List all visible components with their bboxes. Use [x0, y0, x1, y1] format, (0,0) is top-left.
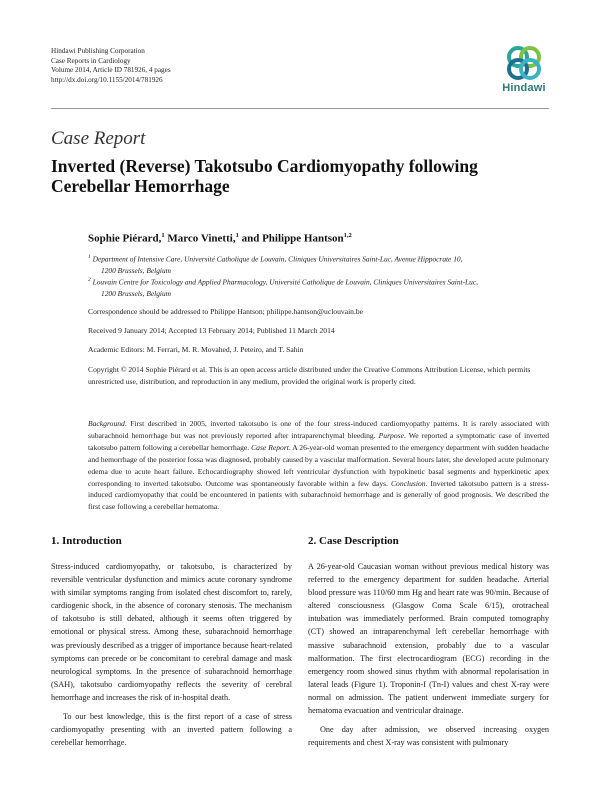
case-description-heading: 2. Case Description	[308, 535, 399, 547]
author-affil-ref: 1	[235, 232, 239, 239]
article-type: Case Report	[51, 128, 146, 149]
author-list	[88, 232, 352, 245]
copyright: Copyright © 2014 Sophie Piérard et al. This is an open access article distributed under the Creative Commons Attribution License, which permits unrestricted use, distribution, and reproduction in any medium, provided the original work is properly cited.	[88, 365, 531, 386]
affiliation-number: 1	[88, 254, 91, 260]
hindawi-logo	[494, 44, 554, 94]
header-divider	[51, 108, 549, 109]
hindawi-logo-icon	[502, 44, 546, 82]
author-name: Sophie Piérard,	[88, 232, 162, 245]
paragraph: To our best knowledge, this is the first report of a case of stress cardiomyopathy presenting with an inverted pattern following a cerebellar hemorrhage.	[51, 712, 292, 748]
introduction-heading: 1. Introduction	[51, 535, 122, 547]
abstract-case-label: Case Report	[251, 442, 289, 452]
paragraph: One day after admission, we observed increasing oxygen requirements and chest X-ray was consistent with pulmonary	[308, 725, 549, 748]
introduction-body	[51, 560, 292, 749]
abstract-conclusion-text: . Inverted takotsubo pattern is a stress-induced cardiomyopathy that could be encountered in patients with subarachnoid hemorrhage and is generally of good prognosis. We described the first case following a cerebellar hematoma.	[88, 478, 549, 512]
paragraph: Stress-induced cardiomyopathy, or takotsubo, is characterized by reversible ventricular dysfunction and mimics acute coronary syndrome with similar symptoms ranging from isolated chest discomfort to, rarely, cardiogenic shock, in the absence of coronary stenosis. The mechanism of takotsubo is still debated, although it seems often triggered by emotional or physical stress. Among these, subarachnoid hemorrhage was previously described as a trigger of importance because heart-related symptoms can precede or be concomitant to cerebral damage and mask neurological symptoms. In the presence of subarachnoid hemorrhage (SAH), takotsubo cardiomyopathy reflects the severity of cerebral hemorrhage and increases the risk of in-hospital death.	[51, 562, 292, 702]
academic-editors: Academic Editors: M. Ferrari, M. R. Movahed, J. Peteiro, and T. Sahin	[88, 345, 304, 354]
abstract-purpose-label: Purpose	[378, 430, 404, 440]
volume-info: Volume 2014, Article ID 781926, 4 pages	[51, 66, 171, 74]
affiliation-city: 1200 Brussels, Belgium	[101, 265, 172, 275]
paragraph: A 26-year-old Caucasian woman without previous medical history was referred to the emergency department for sudden headache. Arterial blood pressure was 110/60 mm Hg and heart rate was 90/min. Because of altered consciousness (Glasgow Coma Scale 6/15), orotracheal intubation was immediately performed. Brain computed tomography (CT) showed an intraparenchymal left cerebellar hemorrhage with massive subarachnoid extension, probably due to a vascular malformation. The first electrocardiogram (ECG) recording in the emergency room showed sinus rhythm with abnormal repolarisation in lateral leads (Figure 1). Troponin-I (Tn-I) values and chest X-ray were normal on admission. The patient underwent immediate surgery for hematoma evacuation and ventricular drainage.	[308, 562, 549, 716]
affiliation	[88, 275, 548, 299]
affiliation-line: Louvain Centre for Toxicology and Applied Pharmacology, Université Catholique de Louvain, Cliniques Universitaires Saint-Luc,	[92, 277, 478, 287]
abstract-purpose-text: . We reported a symptomatic case of inverted takotsubo pattern following a cerebellar hemorrhage.	[88, 430, 549, 452]
article-dates: Received 9 January 2014; Accepted 13 February 2014; Published 11 March 2014	[88, 326, 335, 335]
hindawi-logo-text: Hindawi	[502, 82, 546, 94]
affiliation-number: 2	[88, 277, 91, 283]
author-affil-ref: 1	[161, 232, 165, 239]
author-name: Marco Vinetti,	[164, 232, 236, 245]
abstract-conclusion-label: Conclusion	[390, 478, 426, 488]
abstract-background-text: . First described in 2005, inverted takotsubo is one of the four stress-induced cardiomyopathy patterns. It is rarely associated with subarachnoid hemorrhage but was not previously reported after intraparenchymal bleeding.	[88, 419, 549, 440]
case-description-body	[308, 560, 549, 749]
abstract-case-text: . A 26-year-old woman presented to the emergency department with sudden headache and hemorrhage of the posterior fossa was diagnosed, probably caused by a vascular malformation. Several hours later, she developed acute pulmonary edema due to acute heart failure. Echocardiography showed left ventricular dysfunction with hypokinetic basal segments and hyperkinetic apex corresponding to inverted takotsubo. Outcome was spontaneously favorable within a few days.	[88, 442, 549, 488]
correspondence: Correspondence should be addressed to Philippe Hantson; philippe.hantson@uclouvain.be	[88, 307, 364, 316]
affiliation-city: 1200 Brussels, Belgium	[101, 288, 172, 298]
affiliation-line: Department of Intensive Care, Université Catholique de Louvain, Cliniques Universitaires Saint-Luc, Avenue Hippocrate 10,	[92, 254, 463, 264]
affiliation	[88, 252, 548, 276]
doi-link[interactable]: http://dx.doi.org/10.1155/2014/781926	[51, 75, 163, 84]
journal-name: Case Reports in Cardiology	[51, 56, 131, 65]
article-title: Inverted (Reverse) Takotsubo Cardiomyopathy following Cerebellar Hemorrhage	[51, 156, 478, 196]
publisher-info	[51, 47, 171, 85]
abstract	[88, 418, 549, 513]
author-name: and Philippe Hantson	[238, 232, 344, 245]
publisher-name: Hindawi Publishing Corporation	[51, 47, 145, 55]
abstract-background-label: Background	[88, 419, 125, 428]
author-affil-ref: 1,2	[343, 232, 352, 239]
